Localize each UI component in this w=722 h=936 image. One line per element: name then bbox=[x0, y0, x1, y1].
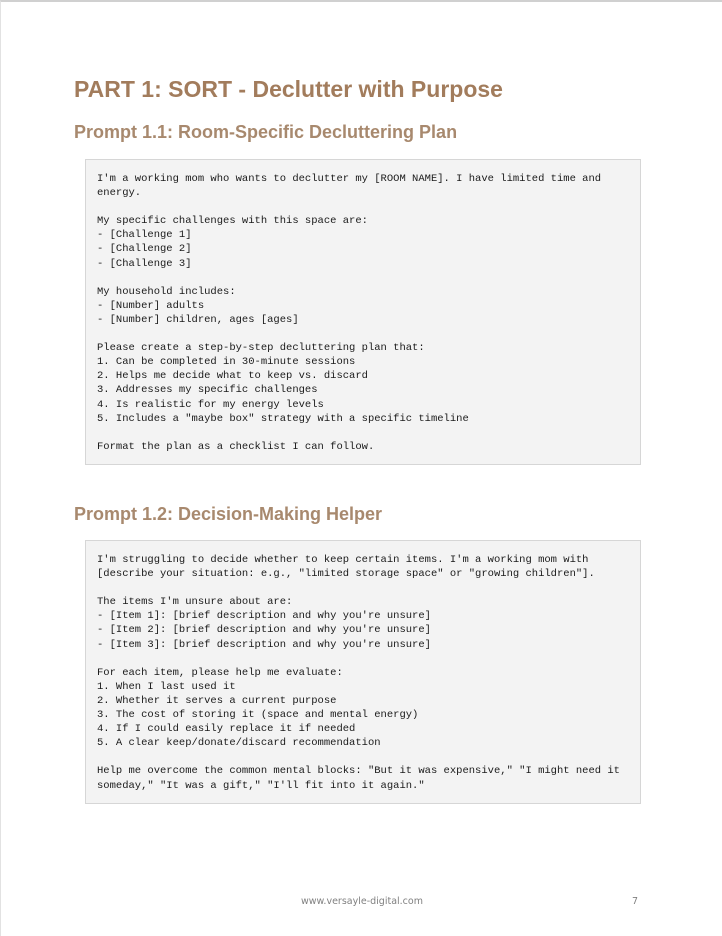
code-line: The items I'm unsure about are: bbox=[97, 596, 293, 609]
code-line: someday," "It was a gift," "I'll fit into it again." bbox=[97, 779, 425, 792]
code-line: - [Item 1]: [brief description and why you're unsure] bbox=[97, 610, 431, 623]
code-line bbox=[97, 200, 629, 214]
prompt-1-title: Prompt 1.1: Room-Specific Decluttering Plan bbox=[74, 122, 458, 142]
code-line: 5. A clear keep/donate/discard recommendation bbox=[97, 737, 381, 750]
code-line: 3. Addresses my specific challenges bbox=[97, 384, 318, 397]
code-line: - [Item 3]: [brief description and why you're unsure] bbox=[97, 638, 431, 651]
code-line: - [Number] children, ages [ages] bbox=[97, 313, 299, 326]
code-line bbox=[97, 271, 629, 285]
code-line: 4. If I could easily replace it if needed bbox=[97, 723, 356, 736]
code-line: 1. Can be completed in 30-minute sessions bbox=[97, 356, 356, 369]
footer-url[interactable]: www.versayle-digital.com bbox=[301, 896, 423, 907]
code-line: Help me overcome the common mental blocks: "But it was expensive," "I might need it bbox=[97, 765, 620, 778]
code-line: - [Number] adults bbox=[97, 299, 205, 312]
code-line: 2. Whether it serves a current purpose bbox=[97, 694, 337, 707]
code-line: For each item, please help me evaluate: bbox=[97, 666, 343, 679]
code-line bbox=[97, 652, 629, 666]
code-line: 1. When I last used it bbox=[97, 680, 236, 693]
code-line: [describe your situation: e.g., "limited storage space" or "growing children"]. bbox=[97, 568, 595, 581]
prompt-2-title: Prompt 1.2: Decision-Making Helper bbox=[74, 504, 383, 524]
code-line: I'm struggling to decide whether to keep certain items. I'm a working mom with bbox=[97, 554, 589, 566]
code-line: - [Challenge 1] bbox=[97, 229, 192, 242]
code-line: My household includes: bbox=[97, 285, 236, 298]
code-line: Please create a step-by-step decluttering plan that: bbox=[97, 342, 425, 355]
code-line bbox=[97, 327, 629, 341]
code-line: My specific challenges with this space are: bbox=[97, 215, 368, 228]
code-line: energy. bbox=[97, 187, 142, 200]
part-title: PART 1: SORT - Declutter with Purpose bbox=[74, 76, 503, 102]
prompt-2-code-block bbox=[85, 540, 641, 804]
code-line: - [Challenge 2] bbox=[97, 243, 192, 256]
code-line: I'm a working mom who wants to declutter my [ROOM NAME]. I have limited time and bbox=[97, 173, 602, 185]
code-line: Format the plan as a checklist I can follow. bbox=[97, 440, 375, 453]
code-line: - [Item 2]: [brief description and why you're unsure] bbox=[97, 624, 431, 637]
code-line: 2. Helps me decide what to keep vs. discard bbox=[97, 370, 368, 383]
code-line: 3. The cost of storing it (space and mental energy) bbox=[97, 709, 419, 722]
code-line bbox=[97, 581, 629, 595]
code-line bbox=[97, 426, 629, 440]
prompt-1-code-block bbox=[85, 159, 641, 465]
code-line bbox=[97, 750, 629, 764]
code-line: - [Challenge 3] bbox=[97, 257, 192, 270]
code-line: 5. Includes a "maybe box" strategy with a specific timeline bbox=[97, 412, 469, 425]
code-line: 4. Is realistic for my energy levels bbox=[97, 398, 324, 411]
page-number: 7 bbox=[632, 896, 639, 907]
